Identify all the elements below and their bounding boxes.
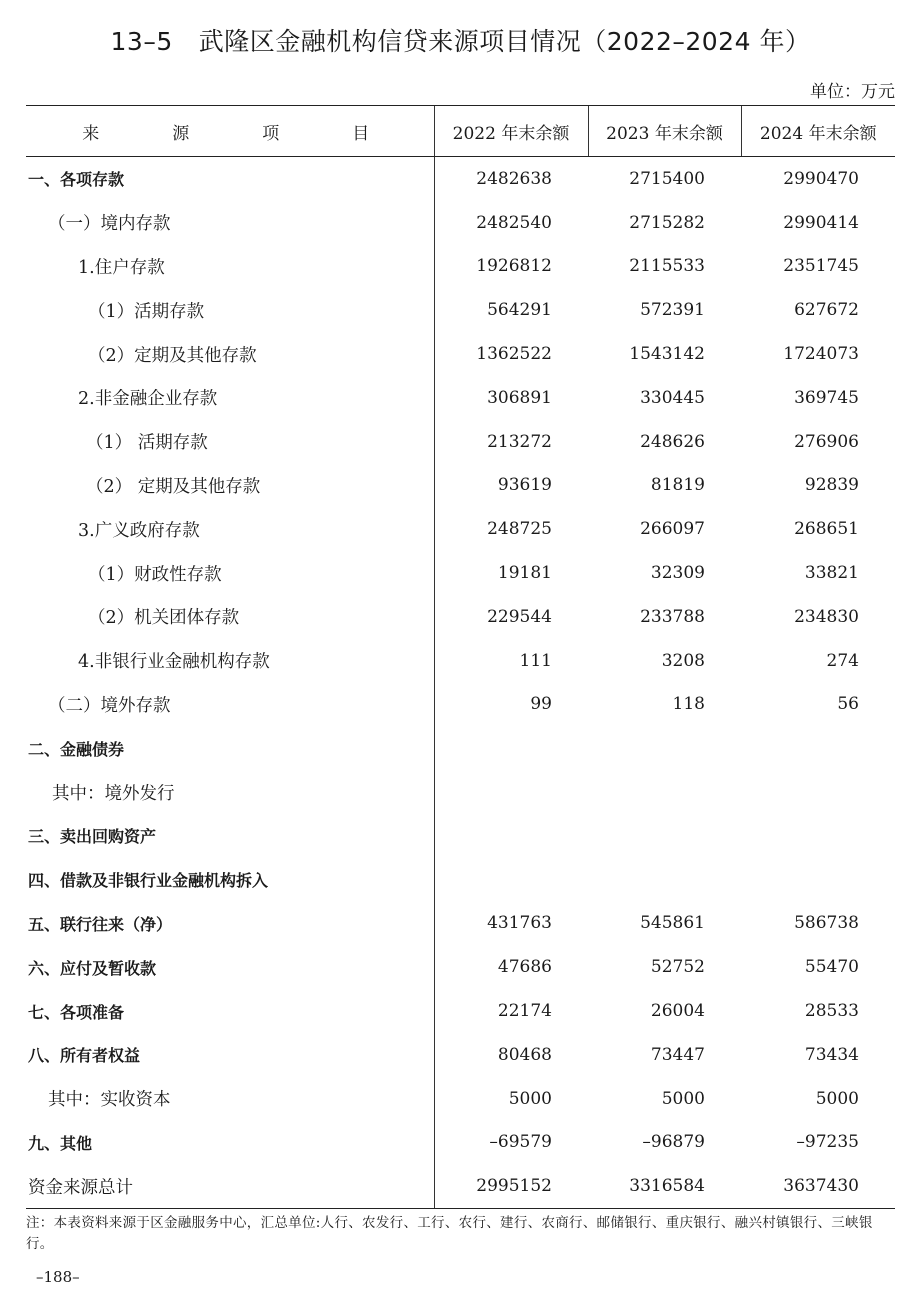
- value-2023: [588, 726, 741, 770]
- value-2023: 118: [672, 694, 705, 715]
- column-header-2024: 2024 年末余额: [741, 106, 895, 157]
- value-2022: 564291: [434, 288, 588, 332]
- row-label: 三、卖出回购资产: [28, 827, 157, 847]
- page-title: [0, 22, 921, 58]
- value-2024: 276906: [794, 431, 859, 452]
- value-2022: [434, 858, 588, 902]
- value-2022: 80468: [434, 1033, 588, 1077]
- value-2022: 248725: [434, 507, 588, 551]
- unit-label: 单位：万元: [810, 82, 895, 102]
- table-row: [26, 814, 895, 858]
- row-label: 七、各项准备: [28, 1002, 125, 1022]
- value-2024: [741, 814, 895, 858]
- value-2024: –97235: [796, 1132, 859, 1153]
- row-label: （1）活期存款: [88, 301, 205, 322]
- value-2023: –96879: [642, 1132, 705, 1153]
- value-2022: [434, 770, 588, 814]
- value-2023: [588, 770, 741, 814]
- value-2023: 233788: [640, 606, 705, 627]
- value-2024: 55470: [804, 957, 859, 978]
- table-row: [26, 989, 895, 1033]
- value-2024: 268651: [794, 519, 859, 540]
- table-row: [26, 683, 895, 727]
- column-header-2022: 2022 年末余额: [434, 106, 588, 157]
- table-row: [26, 1077, 895, 1121]
- table-header-row: [26, 106, 895, 157]
- value-2023: 248626: [640, 431, 705, 452]
- row-label: 八、所有者权益: [28, 1046, 141, 1066]
- value-2023: 81819: [650, 475, 705, 496]
- table-row: [26, 770, 895, 814]
- table-row: [26, 245, 895, 289]
- value-2024: [741, 858, 895, 902]
- row-label: 2.非金融企业存款: [78, 389, 218, 410]
- table-row: [26, 157, 895, 201]
- table-number: 13–5: [110, 27, 173, 56]
- table-row: [26, 420, 895, 464]
- value-2023: 2715282: [629, 212, 705, 233]
- value-2022: 306891: [434, 376, 588, 420]
- value-2022: [434, 726, 588, 770]
- row-label: （二）境外存款: [48, 695, 171, 716]
- table-row: [26, 507, 895, 551]
- value-2023: [588, 814, 741, 858]
- value-2022: 2995152: [434, 1164, 588, 1208]
- table-row: [26, 1164, 895, 1208]
- value-2024: 2351745: [783, 256, 859, 277]
- table-row: [26, 376, 895, 420]
- row-label: 4.非银行业金融机构存款: [78, 652, 270, 673]
- value-2024: 92839: [804, 475, 859, 496]
- value-2022: 1362522: [434, 332, 588, 376]
- value-2022: 19181: [434, 551, 588, 595]
- credit-source-table: [26, 105, 895, 1209]
- value-2022: 229544: [434, 595, 588, 639]
- value-2023: 3316584: [588, 1164, 741, 1208]
- value-2023: 26004: [650, 1001, 705, 1022]
- row-label: 四、借款及非银行业金融机构拆入: [28, 871, 269, 891]
- value-2023: 2715400: [629, 168, 705, 189]
- value-2022: 1926812: [434, 245, 588, 289]
- value-2024: 73434: [804, 1044, 859, 1065]
- value-2024: 627672: [794, 300, 859, 321]
- value-2022: 47686: [434, 945, 588, 989]
- value-2022: 22174: [434, 989, 588, 1033]
- value-2024: 369745: [794, 387, 859, 408]
- table-row: [26, 551, 895, 595]
- row-label: 资金来源总计: [26, 1164, 434, 1208]
- table-title: 武隆区金融机构信贷来源项目情况（2022–2024 年）: [198, 27, 811, 56]
- row-label: 其中：境外发行: [52, 783, 175, 804]
- value-2022: [434, 814, 588, 858]
- value-2024: 1724073: [783, 344, 859, 365]
- value-2024: [741, 770, 895, 814]
- value-2024: 2990414: [783, 212, 859, 233]
- row-label: 五、联行往来（净）: [28, 914, 173, 934]
- value-2023: 572391: [640, 300, 705, 321]
- table-row: [26, 464, 895, 508]
- column-header-2023: 2023 年末余额: [588, 106, 741, 157]
- value-2022: 431763: [434, 902, 588, 946]
- table-row: [26, 726, 895, 770]
- table-row: [26, 945, 895, 989]
- value-2023: 545861: [640, 913, 705, 934]
- row-label: 1.住户存款: [78, 257, 165, 278]
- row-label: 二、金融债券: [28, 739, 125, 759]
- table-row: [26, 858, 895, 902]
- row-label: （一）境内存款: [48, 214, 171, 235]
- value-2023: 52752: [650, 957, 705, 978]
- value-2023: 5000: [661, 1088, 705, 1109]
- value-2023: [588, 858, 741, 902]
- value-2022: 213272: [434, 420, 588, 464]
- value-2023: 32309: [650, 563, 705, 584]
- value-2023: 2115533: [629, 256, 705, 277]
- value-2024: 33821: [804, 563, 859, 584]
- value-2023: 330445: [640, 387, 705, 408]
- value-2023: 3208: [661, 650, 705, 671]
- page-number: –188–: [36, 1268, 80, 1286]
- table-row: [26, 902, 895, 946]
- value-2022: –69579: [434, 1121, 588, 1165]
- row-label: （2）机关团体存款: [88, 608, 240, 629]
- row-label: 3.广义政府存款: [78, 520, 200, 541]
- row-label: （1） 活期存款: [86, 433, 208, 454]
- value-2023: 73447: [650, 1044, 705, 1065]
- value-2022: 2482638: [434, 157, 588, 201]
- value-2023: 266097: [640, 519, 705, 540]
- value-2024: 2990470: [783, 168, 859, 189]
- value-2022: 99: [434, 683, 588, 727]
- row-label: （2）定期及其他存款: [88, 345, 257, 366]
- table-row: [26, 1033, 895, 1077]
- table-row: [26, 1121, 895, 1165]
- table-row: [26, 201, 895, 245]
- row-label: （1）财政性存款: [88, 564, 222, 585]
- value-2022: 2482540: [434, 201, 588, 245]
- value-2024: 56: [837, 694, 859, 715]
- value-2022: 5000: [434, 1077, 588, 1121]
- value-2024: 28533: [804, 1001, 859, 1022]
- row-label: 六、应付及暂收款: [28, 958, 157, 978]
- value-2024: 234830: [794, 606, 859, 627]
- value-2024: [741, 726, 895, 770]
- row-label: 九、其他: [28, 1133, 93, 1153]
- column-header-item: 来 源 项 目: [26, 106, 434, 157]
- table-row: [26, 332, 895, 376]
- value-2024: 586738: [794, 913, 859, 934]
- table-row: [26, 288, 895, 332]
- value-2024: 3637430: [741, 1164, 895, 1208]
- value-2024: 274: [826, 650, 859, 671]
- row-label: （2） 定期及其他存款: [86, 476, 261, 497]
- value-2024: 5000: [815, 1088, 859, 1109]
- footnote: 注：本表资料来源于区金融服务中心，汇总单位:人行、农发行、工行、农行、建行、农商行、邮储银行、重庆银行、融兴村镇银行、三峡银行。: [26, 1215, 873, 1252]
- value-2023: 1543142: [629, 344, 705, 365]
- table-row: [26, 639, 895, 683]
- row-label: 一、各项存款: [28, 170, 125, 190]
- row-label: 其中：实收资本: [48, 1090, 171, 1111]
- value-2022: 111: [434, 639, 588, 683]
- value-2022: 93619: [434, 464, 588, 508]
- table-row: [26, 595, 895, 639]
